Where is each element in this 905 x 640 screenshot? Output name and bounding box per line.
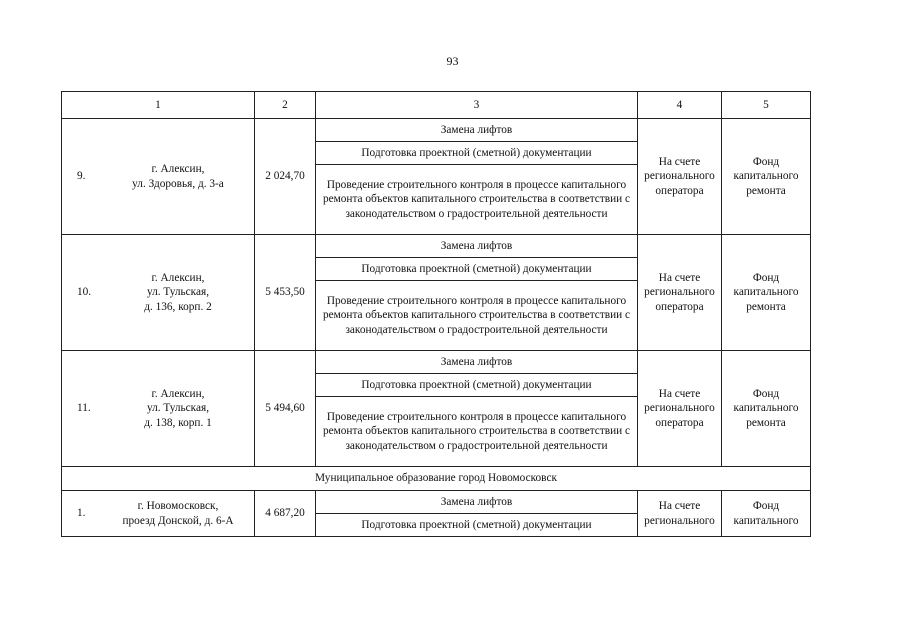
address-line: г. Алексин, — [151, 163, 205, 175]
fund-cell — [722, 491, 811, 537]
work-item: Проведение строительного контроля в процессе капитального ремонта объектов капитального строительства в соответствии с законодательством о градостроительной деятельности — [316, 397, 638, 467]
address-cell — [62, 491, 255, 537]
address-cell — [62, 119, 255, 235]
work-item: Замена лифтов — [316, 235, 638, 258]
account-cell — [638, 351, 722, 467]
account-line: На счете — [658, 500, 701, 512]
header-cell: 2 — [255, 92, 316, 119]
address-line: г. Алексин, — [151, 387, 205, 400]
fund-cell — [722, 351, 811, 467]
account-line: оператора — [655, 300, 704, 313]
work-item: Замена лифтов — [316, 119, 638, 142]
table-row — [62, 491, 811, 514]
amount-cell: 5 494,60 — [255, 351, 316, 467]
fund-line: Фонд — [752, 387, 780, 400]
account-line: регионального — [644, 514, 715, 527]
address-line: г. Новомосковск, — [137, 500, 219, 512]
account-line: оператора — [655, 184, 704, 197]
table-row — [62, 235, 811, 258]
repair-table — [61, 91, 811, 537]
fund-line: капитального — [733, 170, 799, 183]
account-line: На счете — [658, 387, 701, 400]
account-line: оператора — [655, 416, 704, 429]
municipality-title: Муниципальное образование город Новомосковск — [62, 467, 811, 491]
header-cell: 5 — [722, 92, 811, 119]
work-item: Подготовка проектной (сметной) документации — [316, 374, 638, 397]
address-cell — [62, 351, 255, 467]
account-line: На счете — [658, 155, 701, 168]
address-line: ул. Тульская, — [146, 286, 210, 299]
fund-line: ремонта — [746, 184, 786, 197]
account-line: На счете — [658, 271, 701, 284]
account-cell — [638, 491, 722, 537]
address — [105, 387, 251, 431]
header-cell: 4 — [638, 92, 722, 119]
row-number: 1. — [77, 507, 86, 520]
address-line: проезд Донской, д. 6-А — [122, 514, 234, 527]
table-row — [62, 119, 811, 142]
fund-line: капитального — [733, 402, 799, 415]
work-item: Подготовка проектной (сметной) документации — [316, 258, 638, 281]
header-cell: 1 — [62, 92, 255, 119]
work-item: Замена лифтов — [316, 491, 638, 514]
fund-line: Фонд — [752, 155, 780, 168]
address-line: ул. Тульская, — [146, 402, 210, 415]
fund-line: Фонд — [752, 271, 780, 284]
account-line: регионального — [644, 402, 715, 415]
work-item: Проведение строительного контроля в процессе капитального ремонта объектов капитального строительства в соответствии с законодательством о градостроительной деятельности — [316, 165, 638, 235]
account-line: регионального — [644, 286, 715, 299]
work-item: Замена лифтов — [316, 351, 638, 374]
work-item: Подготовка проектной (сметной) документации — [316, 142, 638, 165]
fund-cell — [722, 235, 811, 351]
page-number: 93 — [446, 54, 459, 68]
row-number: 11. — [77, 402, 91, 415]
fund-line: Фонд — [752, 500, 780, 512]
address-line: д. 136, корп. 2 — [144, 300, 212, 313]
table-row — [62, 351, 811, 374]
row-number: 9. — [77, 170, 86, 183]
address-line: ул. Здоровья, д. 3-а — [132, 177, 224, 190]
municipality-row — [62, 467, 811, 491]
amount-cell: 2 024,70 — [255, 119, 316, 235]
amount-cell: 5 453,50 — [255, 235, 316, 351]
address-line: д. 138, корп. 1 — [144, 416, 212, 429]
address — [105, 162, 251, 191]
address — [105, 271, 251, 315]
address-line: г. Алексин, — [151, 271, 205, 284]
fund-line: капитального — [733, 286, 799, 299]
account-cell — [638, 235, 722, 351]
fund-line: капитального — [733, 514, 799, 527]
row-number: 10. — [77, 286, 92, 299]
account-cell — [638, 119, 722, 235]
account-line: регионального — [644, 170, 715, 183]
header-row — [62, 92, 811, 119]
fund-line: ремонта — [746, 416, 786, 429]
amount-cell: 4 687,20 — [255, 491, 316, 537]
address — [105, 499, 251, 528]
fund-cell — [722, 119, 811, 235]
work-item: Проведение строительного контроля в процессе капитального ремонта объектов капитального строительства в соответствии с законодательством о градостроительной деятельности — [316, 281, 638, 351]
address-cell — [62, 235, 255, 351]
work-item: Подготовка проектной (сметной) документации — [316, 514, 638, 537]
header-cell: 3 — [316, 92, 638, 119]
fund-line: ремонта — [746, 300, 786, 313]
